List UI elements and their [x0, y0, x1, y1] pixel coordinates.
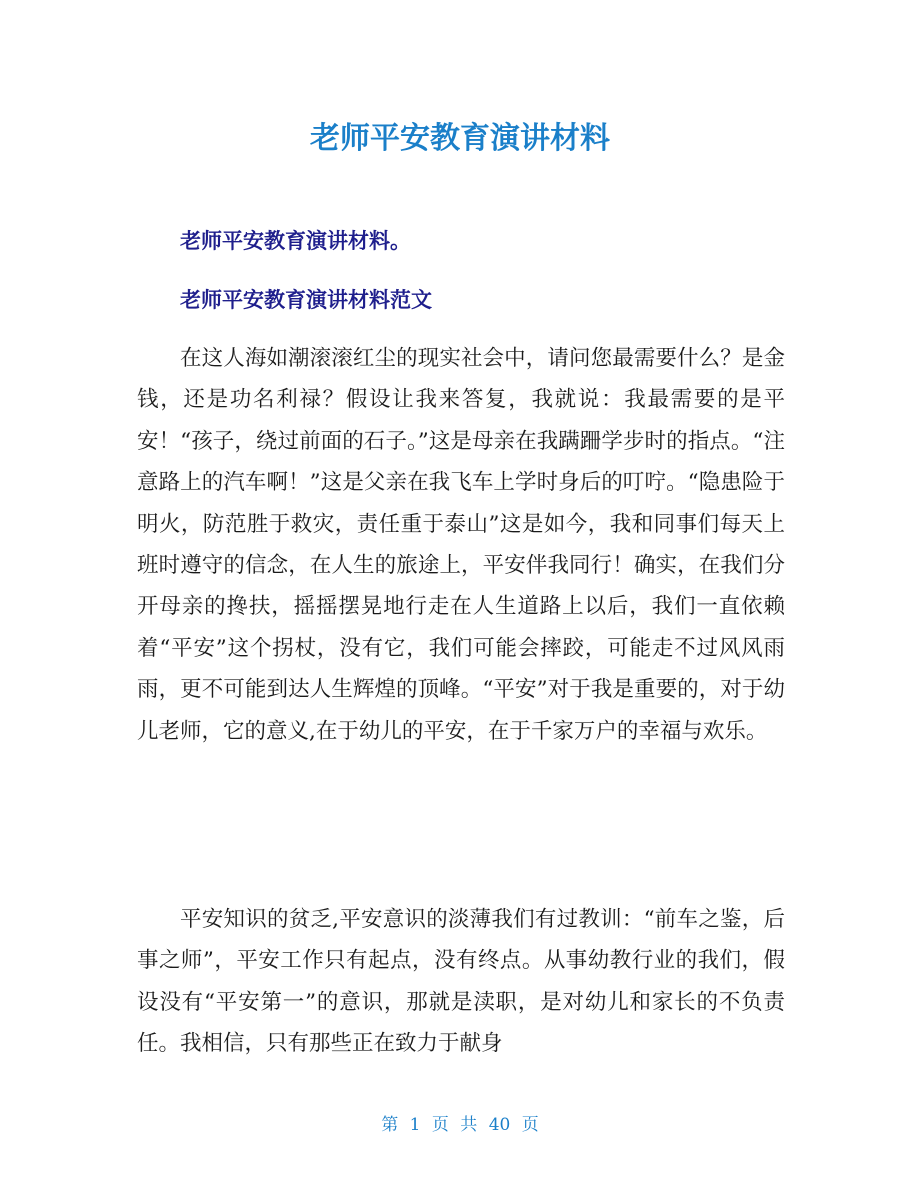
- subheading-2: 老师平安教育演讲材料范文: [180, 288, 432, 312]
- body-paragraph-1: 在这人海如潮滚滚红尘的现实社会中，请问您最需要什么？是金钱，还是功名利禄？假设让我来答复，我就说：我最需要的是平安！“孩子，绕过前面的石子。”这是母亲在我蹒跚学步时的指点。“注意路上的汽车啊！”这是父亲在我飞车上学时身后的叮咛。“隐患险于明火，防范胜于救灾，责任重于泰山”这是如今，我和同事们每天上班时遵守的信念，在人生的旅途上，平安伴我同行！确实，在我们分开母亲的搀扶，摇摇摆晃地行走在人生道路上以后，我们一直依赖着“平安”这个拐杖，没有它，我们可能会摔跤，可能走不过风风雨雨，更不可能到达人生辉煌的顶峰。“平安”对于我是重要的，对于幼儿老师，它的意义,在于幼儿的平安，在于千家万户的幸福与欢乐。: [137, 346, 785, 744]
- body-paragraph-2: 平安知识的贫乏,平安意识的淡薄我们有过教训：“前车之鉴，后事之师”，平安工作只有起点，没有终点。从事幼教行业的我们，假设没有“平安第一”的意识，那就是渎职，是对幼儿和家长的不负责任。我相信，只有那些正在致力于献身: [137, 907, 785, 1057]
- document-title: 老师平安教育演讲材料: [310, 121, 610, 156]
- page-footer: 第 1 页 共 40 页: [381, 1115, 539, 1135]
- subheading-1: 老师平安教育演讲材料。: [180, 229, 411, 253]
